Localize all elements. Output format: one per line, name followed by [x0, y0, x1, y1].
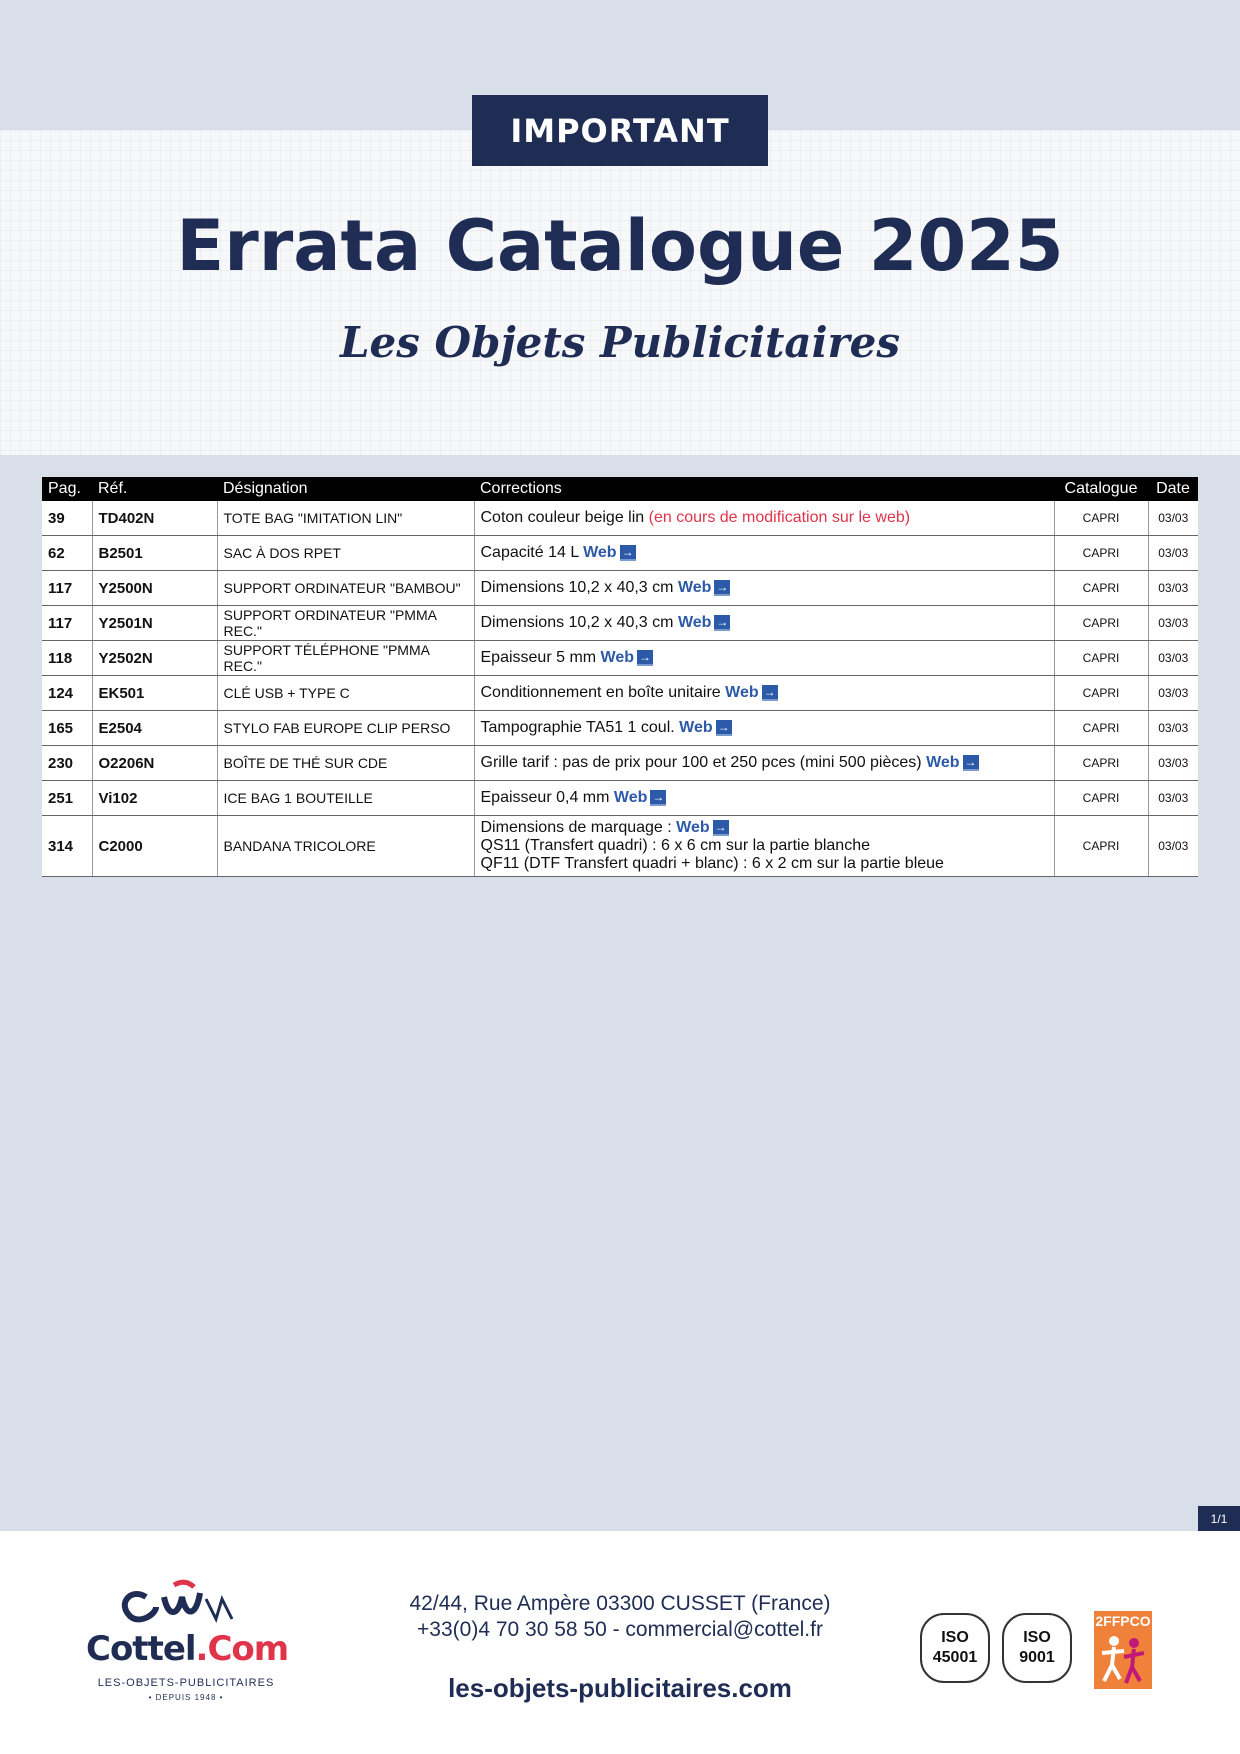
brand-since: • DEPUIS 1948 •	[148, 1693, 224, 1702]
cell-date: 03/03	[1148, 711, 1198, 746]
web-link[interactable]: Web	[725, 684, 759, 701]
logo-wave-icon	[86, 1579, 286, 1629]
web-link[interactable]: Web	[600, 649, 635, 666]
cell-ref: TD402N	[92, 501, 217, 536]
cell-designation: BOÎTE DE THÉ SUR CDE	[217, 746, 474, 781]
cell-designation: CLÉ USB + TYPE C	[217, 676, 474, 711]
brand-tagline: LES-OBJETS-PUBLICITAIRES	[97, 1677, 275, 1689]
cell-ref: C2000	[92, 816, 217, 877]
cell-date: 03/03	[1148, 781, 1198, 816]
correction-note: (en cours de modification sur le web)	[648, 509, 911, 526]
arrow-right-icon[interactable]: →	[621, 544, 634, 559]
cell-ref: B2501	[92, 536, 217, 571]
table-row	[42, 606, 1198, 641]
correction-text: Dimensions 10,2 x 40,3 cm	[480, 614, 674, 631]
arrow-right-icon[interactable]: →	[639, 649, 652, 664]
cell-pag: 314	[42, 816, 92, 877]
cell-catalogue: CAPRI	[1054, 571, 1148, 606]
contact-block	[360, 1591, 880, 1643]
cell-catalogue: CAPRI	[1054, 536, 1148, 571]
arrow-right-icon[interactable]: →	[717, 719, 730, 734]
cell-catalogue: CAPRI	[1054, 501, 1148, 536]
cell-ref: Y2501N	[92, 606, 217, 641]
cell-ref: EK501	[92, 676, 217, 711]
table-row	[42, 676, 1198, 711]
iso-45001-badge: ISO 45001	[920, 1613, 990, 1683]
cell-designation: SUPPORT ORDINATEUR "BAMBOU"	[217, 571, 474, 606]
correction-text: Dimensions 10,2 x 40,3 cm	[480, 579, 674, 596]
2ffpco-logo: 2FFPCO	[1094, 1611, 1152, 1689]
cell-date: 03/03	[1148, 501, 1198, 536]
cell-correction	[474, 501, 1054, 536]
col-date: Date	[1148, 477, 1198, 501]
cell-date: 03/03	[1148, 641, 1198, 676]
arrow-right-icon[interactable]: →	[763, 684, 776, 699]
correction-text: Coton couleur beige lin	[480, 509, 645, 526]
figures-icon	[1094, 1631, 1152, 1689]
cell-pag: 118	[42, 641, 92, 676]
cell-pag: 165	[42, 711, 92, 746]
web-link[interactable]: Web	[676, 819, 710, 836]
errata-table	[42, 477, 1198, 877]
important-badge: IMPORTANT	[472, 95, 768, 166]
cell-pag: 39	[42, 501, 92, 536]
cell-date: 03/03	[1148, 816, 1198, 877]
cell-ref: Vi102	[92, 781, 217, 816]
cottel-logo[interactable]	[86, 1579, 289, 1702]
cell-correction	[474, 606, 1054, 641]
cell-pag: 251	[42, 781, 92, 816]
header-background	[0, 130, 1240, 455]
cell-catalogue: CAPRI	[1054, 641, 1148, 676]
correction-text: Epaisseur 0,4 mm	[480, 789, 610, 806]
cell-designation: STYLO FAB EUROPE CLIP PERSO	[217, 711, 474, 746]
cell-catalogue: CAPRI	[1054, 676, 1148, 711]
cell-designation: SUPPORT ORDINATEUR "PMMA REC."	[217, 606, 474, 641]
table-row	[42, 711, 1198, 746]
cell-designation: ICE BAG 1 BOUTEILLE	[217, 781, 474, 816]
footer	[0, 1531, 1240, 1754]
web-link[interactable]: Web	[677, 579, 712, 596]
col-corrections: Corrections	[474, 477, 1054, 501]
cell-catalogue: CAPRI	[1054, 781, 1148, 816]
address-text: 42/44, Rue Ampère 03300 CUSSET (France)	[409, 1592, 831, 1615]
cell-correction	[474, 711, 1054, 746]
cell-date: 03/03	[1148, 536, 1198, 571]
table-row	[42, 571, 1198, 606]
arrow-right-icon[interactable]: →	[964, 754, 977, 769]
cell-date: 03/03	[1148, 676, 1198, 711]
table-header-row	[42, 477, 1198, 501]
page-subtitle: Les Objets Publicitaires	[339, 318, 901, 367]
cell-correction	[474, 536, 1054, 571]
web-link[interactable]: Web	[679, 719, 713, 736]
cell-date: 03/03	[1148, 746, 1198, 781]
arrow-right-icon[interactable]: →	[716, 614, 729, 629]
web-link[interactable]: Web	[926, 754, 960, 771]
correction-text: Grille tarif : pas de prix pour 100 et 250 pces (mini 500 pièces)	[480, 754, 922, 771]
brand-name: Cottel.Com	[86, 1629, 289, 1669]
cell-pag: 117	[42, 571, 92, 606]
cell-correction	[474, 781, 1054, 816]
table-row	[42, 641, 1198, 676]
correction-line-3: QF11 (DTF Transfert quadri + blanc) : 6 x 2 cm sur la partie bleue	[480, 855, 944, 872]
cell-designation: SUPPORT TÉLÉPHONE "PMMA REC."	[217, 641, 474, 676]
cell-correction	[474, 676, 1054, 711]
cell-ref: O2206N	[92, 746, 217, 781]
col-pag: Pag.	[42, 477, 92, 501]
cell-date: 03/03	[1148, 571, 1198, 606]
cell-catalogue: CAPRI	[1054, 606, 1148, 641]
page-number: 1/1	[1198, 1506, 1240, 1531]
table-row	[42, 781, 1198, 816]
website-link[interactable]: les-objets-publicitaires.com	[448, 1673, 792, 1703]
table-row	[42, 501, 1198, 536]
cell-designation: SAC À DOS RPET	[217, 536, 474, 571]
cell-pag: 117	[42, 606, 92, 641]
iso-9001-badge: ISO 9001	[1002, 1613, 1072, 1683]
correction-line-2: QS11 (Transfert quadri) : 6 x 6 cm sur la partie blanche	[480, 837, 870, 854]
cell-catalogue: CAPRI	[1054, 746, 1148, 781]
cell-ref: Y2500N	[92, 571, 217, 606]
cell-designation: BANDANA TRICOLORE	[217, 816, 474, 877]
web-link[interactable]: Web	[583, 544, 617, 561]
cell-correction	[474, 816, 1054, 877]
table-row	[42, 816, 1198, 877]
arrow-right-icon[interactable]: →	[716, 579, 729, 594]
cell-designation: TOTE BAG "IMITATION LIN"	[217, 501, 474, 536]
col-designation: Désignation	[217, 477, 474, 501]
web-link[interactable]: Web	[613, 789, 648, 806]
web-link[interactable]: Web	[677, 614, 712, 631]
cell-correction	[474, 641, 1054, 676]
col-catalogue: Catalogue	[1054, 477, 1148, 501]
cell-pag: 230	[42, 746, 92, 781]
correction-text: Tampographie TA51 1 coul.	[480, 719, 675, 736]
table-row	[42, 746, 1198, 781]
arrow-right-icon[interactable]: →	[714, 819, 727, 834]
correction-text: Conditionnement en boîte unitaire	[480, 684, 721, 701]
page-title: Errata Catalogue 2025	[176, 205, 1064, 287]
cell-correction	[474, 571, 1054, 606]
cell-correction	[474, 746, 1054, 781]
cell-date: 03/03	[1148, 606, 1198, 641]
cell-ref: Y2502N	[92, 641, 217, 676]
table-row	[42, 536, 1198, 571]
correction-text: Capacité 14 L	[480, 544, 579, 561]
cell-catalogue: CAPRI	[1054, 816, 1148, 877]
cell-catalogue: CAPRI	[1054, 711, 1148, 746]
correction-text: Epaisseur 5 mm	[480, 649, 597, 666]
cell-ref: E2504	[92, 711, 217, 746]
contact-text[interactable]: +33(0)4 70 30 58 50 - commercial@cottel.fr	[417, 1618, 823, 1641]
col-ref: Réf.	[92, 477, 217, 501]
arrow-right-icon[interactable]: →	[652, 789, 665, 804]
cell-pag: 124	[42, 676, 92, 711]
cell-pag: 62	[42, 536, 92, 571]
correction-text: Dimensions de marquage :	[480, 819, 672, 836]
